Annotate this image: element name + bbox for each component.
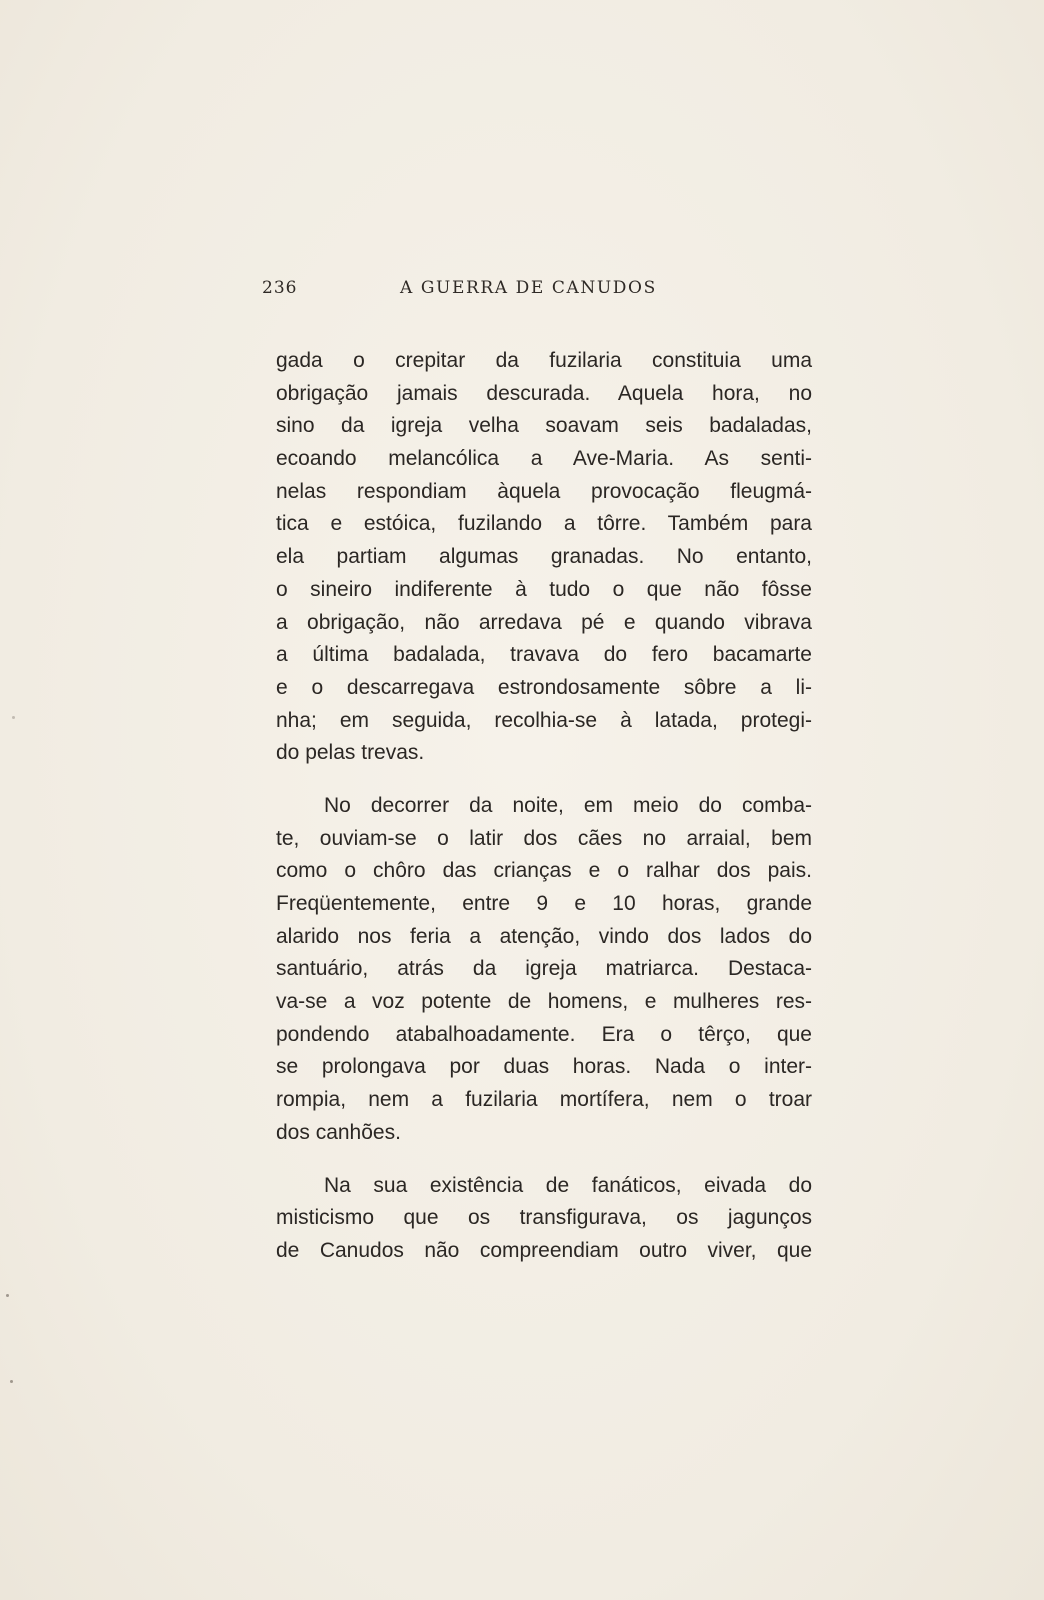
paragraph-3 — [276, 1170, 812, 1268]
text-line: te, ouviam-se o latir dos cães no arraial, bem — [276, 826, 812, 850]
text-line: a obrigação, não arredava pé e quando vibrava — [276, 610, 812, 634]
paper-speck — [12, 716, 15, 719]
running-head — [262, 278, 816, 302]
text-line: ecoando melancólica a Ave-Maria. As senti- — [276, 447, 812, 471]
text-line: nelas respondiam àquela provocação fleugmá- — [276, 479, 812, 503]
text-line: sino da igreja velha soavam seis badaladas, — [276, 414, 812, 438]
text-line: o sineiro indiferente à tudo o que não fôsse — [276, 577, 812, 601]
text-line: No decorrer da noite, em meio do comba- — [324, 793, 812, 817]
text-line: dos canhões. — [276, 1120, 401, 1144]
page-number: 236 — [262, 278, 298, 298]
text-line: pondendo atabalhoadamente. Era o têrço, que — [276, 1022, 812, 1046]
text-line: Freqüentemente, entre 9 e 10 horas, grande — [276, 892, 812, 915]
text-line: obrigação jamais descurada. Aquela hora, no — [276, 381, 812, 405]
book-title: A GUERRA DE CANUDOS — [400, 278, 657, 298]
text-line: nha; em seguida, recolhia-se à latada, protegi- — [276, 708, 812, 732]
text-line: va-se a voz potente de homens, e mulheres res- — [276, 990, 812, 1014]
body-text — [276, 345, 812, 1268]
text-line: rompia, nem a fuzilaria mortífera, nem o troar — [276, 1088, 812, 1112]
text-line: gada o crepitar da fuzilaria constituia uma — [276, 349, 812, 372]
text-line: a última badalada, travava do fero bacamarte — [276, 643, 812, 667]
paragraph-2 — [276, 790, 812, 1150]
text-line: misticismo que os transfigurava, os jagunços — [276, 1206, 812, 1230]
text-line: santuário, atrás da igreja matriarca. Destaca- — [276, 957, 812, 981]
text-line: alarido nos feria a atenção, vindo dos lados do — [276, 924, 812, 948]
text-line: e o descarregava estrondosamente sôbre a li- — [276, 675, 812, 699]
text-line: se prolongava por duas horas. Nada o inter- — [276, 1055, 812, 1079]
text-line: como o chôro das crianças e o ralhar dos pais. — [276, 859, 812, 883]
paper-speck — [6, 1294, 9, 1297]
text-line: ela partiam algumas granadas. No entanto, — [276, 545, 812, 569]
paper-speck — [10, 1380, 13, 1383]
text-line: de Canudos não compreendiam outro viver, que — [276, 1238, 812, 1262]
text-line: do pelas trevas. — [276, 741, 425, 765]
paragraph-1 — [276, 345, 812, 770]
text-line: Na sua existência de fanáticos, eivada do — [324, 1173, 812, 1197]
text-line: tica e estóica, fuzilando a tôrre. Também para — [276, 512, 812, 536]
